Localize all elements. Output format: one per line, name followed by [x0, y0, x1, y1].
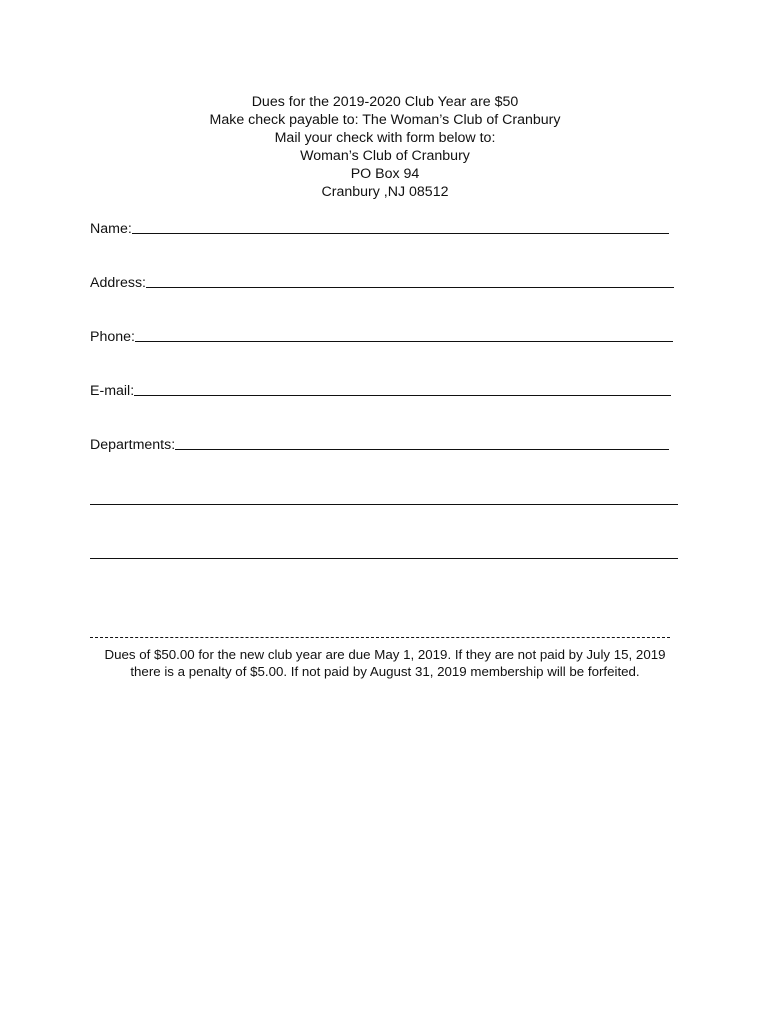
dues-header — [0, 93, 770, 201]
departments-field[interactable] — [90, 435, 669, 453]
cut-line-divider — [90, 637, 670, 638]
header-line-city: Cranbury ,NJ 08512 — [321, 184, 449, 200]
departments-extra-line-1[interactable] — [90, 504, 678, 505]
header-line-dues: Dues for the 2019-2020 Club Year are $50 — [251, 94, 519, 110]
name-field[interactable] — [90, 219, 669, 237]
departments-label: Departments: — [90, 437, 176, 453]
email-label: E-mail: — [90, 383, 135, 399]
header-line-mail: Mail your check with form below to: — [274, 130, 496, 146]
address-field[interactable] — [90, 273, 674, 291]
email-underline[interactable] — [134, 395, 671, 396]
departments-extra-line-2[interactable] — [90, 558, 678, 559]
name-underline[interactable] — [132, 233, 669, 234]
phone-underline[interactable] — [135, 341, 673, 342]
header-line-payable: Make check payable to: The Woman’s Club of Cranbury — [209, 112, 561, 128]
phone-label: Phone: — [90, 329, 135, 345]
phone-field[interactable] — [90, 327, 673, 345]
address-underline[interactable] — [146, 287, 674, 288]
email-field[interactable] — [90, 381, 671, 399]
notice-line-1: Dues of $50.00 for the new club year are due May 1, 2019. If they are not paid by July 15, 2019 — [104, 647, 666, 662]
dues-notice — [80, 646, 690, 680]
notice-line-2: there is a penalty of $5.00. If not paid by August 31, 2019 membership will be forfeited. — [130, 664, 640, 679]
header-line-po-box: PO Box 94 — [350, 166, 420, 182]
header-line-club-name: Woman’s Club of Cranbury — [300, 148, 470, 164]
address-label: Address: — [90, 275, 146, 291]
name-label: Name: — [90, 221, 132, 237]
departments-underline[interactable] — [175, 449, 669, 450]
